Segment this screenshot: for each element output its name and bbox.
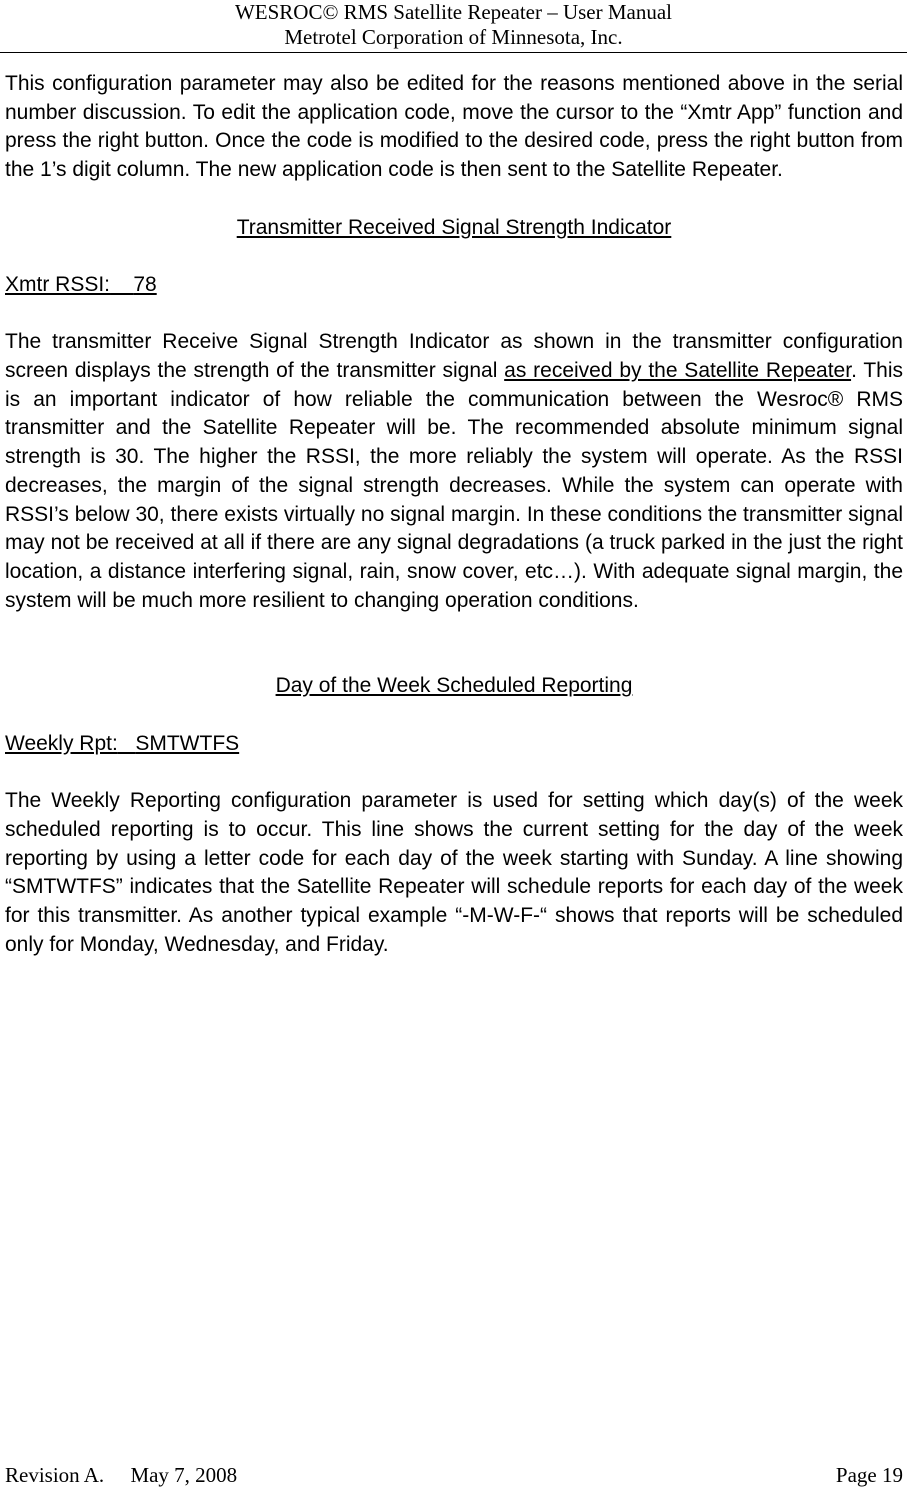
weekly-setting-label: Weekly Rpt: — [5, 731, 118, 755]
rssi-paragraph-end: . This is an important indicator of how reliable the communication between the Wesroc® RMS transmitter and the Satellite Repeater will be. The recommended absolute minimum signal strength is 30. The higher the RSSI, the more reliably the system will operate. As the RSSI decreases, the margin of the signal strength decreases. While the system can operate with RSSI’s below 30, there exists virtually no signal margin. In these conditions the transmitter signal may not be received at all if there are any signal degradations (a truck parked in the just the right location, a distance interfering signal, rain, snow cover, etc…). With adequate signal margin, the system will be much more resilient to changing operation conditions. — [5, 358, 903, 612]
weekly-heading: Day of the Week Scheduled Reporting — [275, 674, 633, 698]
rssi-heading: Transmitter Received Signal Strength Indicator — [236, 215, 672, 239]
company-name: Metrotel Corporation of Minnesota, Inc. — [284, 25, 623, 49]
rssi-paragraph — [5, 328, 903, 615]
rssi-setting-label: Xmtr RSSI: — [5, 272, 111, 296]
document-title: WESROC© RMS Satellite Repeater – User Manual — [234, 0, 673, 24]
page-header — [0, 0, 907, 53]
rssi-setting-value: 78 — [133, 272, 157, 296]
footer-page-number: Page 19 — [835, 1463, 903, 1487]
weekly-paragraph: The Weekly Reporting configuration parameter is used for setting which day(s) of the week scheduled reporting is to occur. This line shows the current setting for the day of the week reporting by using a letter code for each day of the week starting with Sunday. A line showing “SMTWTFS” indicates that the Satellite Repeater will schedule reports for each day of the week for this transmitter. As another typical example “-M-W-F-“ shows that reports will be scheduled only for Monday, Wednesday, and Friday. — [5, 789, 903, 956]
intro-paragraph: This configuration parameter may also be edited for the reasons mentioned above in the serial number discussion. To edit the application code, move the cursor to the “Xmtr App” function and press the right button. Once the code is modified to the desired code, press the right button from the 1’s digit column. The new application code is then sent to the Satellite Repeater. — [5, 72, 903, 182]
footer-revision-date — [5, 1463, 237, 1488]
page-content — [5, 70, 903, 959]
weekly-setting-value: SMTWTFS — [135, 731, 240, 755]
rssi-paragraph-underlined: as received by the Satellite Repeater — [504, 358, 852, 382]
weekly-setting-line — [5, 730, 903, 759]
footer-revision: Revision A. — [5, 1463, 105, 1487]
rssi-setting-line — [5, 271, 903, 300]
footer-date: May 7, 2008 — [130, 1463, 238, 1487]
rssi-paragraph-start: The transmitter Receive Signal Strength Indicator as shown in the transmitter configuration screen displays the strength of the transmitter signal — [5, 330, 903, 382]
